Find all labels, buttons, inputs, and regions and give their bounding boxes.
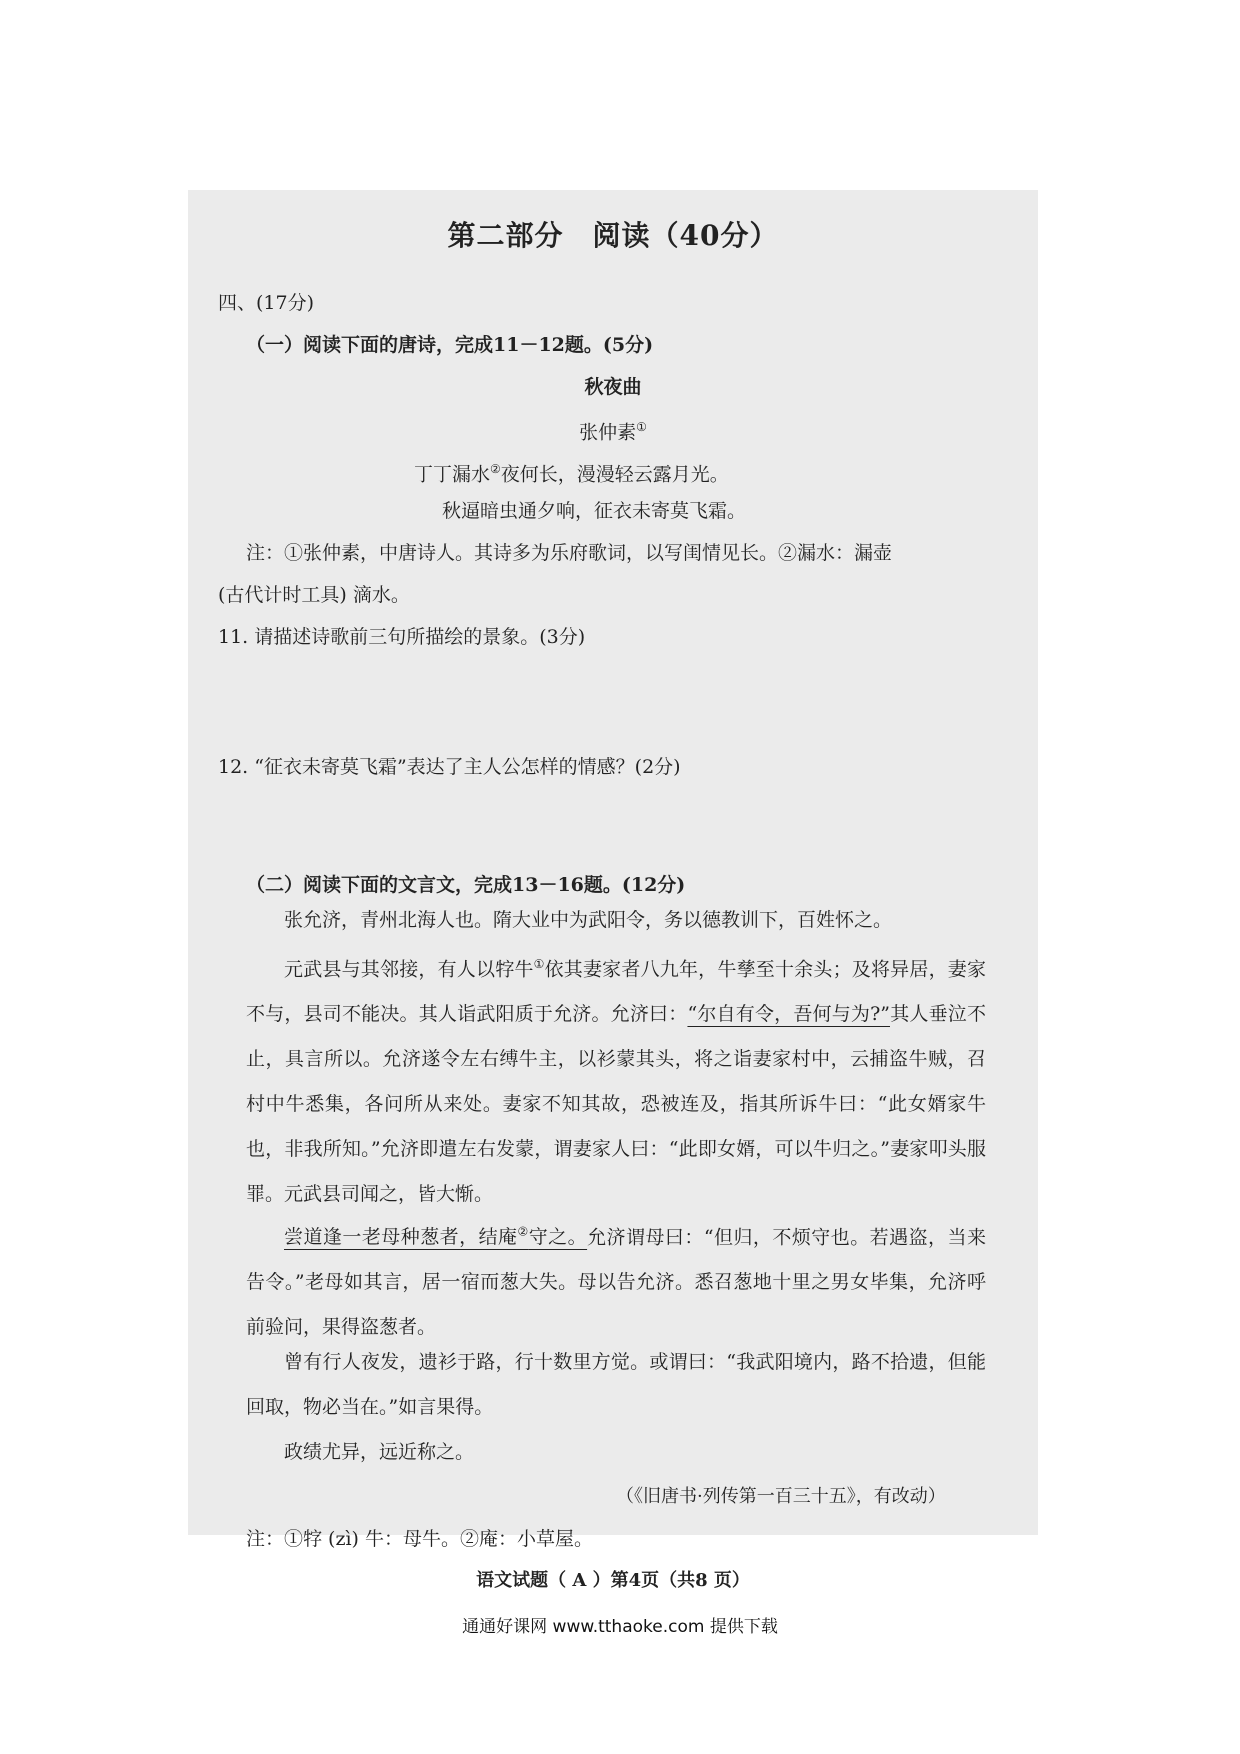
poem-line-2: 秋逼暗虫通夕响，征衣未寄莫飞霜。	[442, 500, 747, 522]
question-11: 11. 请描述诗歌前三句所描绘的景象。(3分)	[218, 626, 586, 648]
sub-section-one-heading: （一）阅读下面的唐诗，完成11－12题。(5分)	[246, 334, 654, 356]
page-number-footer: 语文试题（ A ）第4页（共8 页）	[476, 1570, 750, 1591]
source-citation: （《旧唐书·列传第一百三十五》，有改动）	[616, 1486, 946, 1507]
poem-note-line-1: 注：①张仲素，中唐诗人。其诗多为乐府歌词，以写闺情见长。②漏水：漏壶	[246, 542, 893, 564]
classical-text-paragraph-5: 政绩尤异，远近称之。	[284, 1441, 475, 1463]
final-note: 注：①牸 (zì) 牛：母牛。②庵：小草屋。	[246, 1528, 593, 1550]
section-four-heading: 四、(17分)	[218, 292, 315, 314]
classical-text-paragraph-1: 张允济，青州北海人也。隋大业中为武阳令，务以德教训下，百姓怀之。	[284, 909, 893, 931]
poem-author: 张仲素①	[579, 420, 647, 444]
sub-section-two-heading: （二）阅读下面的文言文，完成13－16题。(12分)	[246, 874, 686, 896]
classical-text-paragraph-4: 曾有行人夜发，遗衫于路，行十数里方觉。或谓曰：“我武阳境内，路不拾遗，但能回取，物必当在。”如言果得。	[246, 1351, 986, 1418]
poem-note-line-2: (古代计时工具) 滴水。	[218, 584, 410, 606]
poem-title: 秋夜曲	[584, 376, 642, 398]
question-12: 12. “征衣未寄莫飞霜”表达了主人公怎样的情感？(2分)	[218, 756, 681, 778]
site-download-footer: 通通好课网 www.tthaoke.com 提供下载	[462, 1617, 778, 1637]
underlined-sentence-2: 尝道逢一老母种葱者，结庵②守之。	[284, 1225, 588, 1249]
classical-text-paragraph-2: 元武县与其邻接，有人以牸牛①依其妻家者八九年，牛孳至十余头；及将异居，妻家不与，县司不能决。其人诣武阳质于允济。允济曰：“尔自有令，吾何与为?”其人垂泣不止，具言所以。允济遂令左右缚牛主，以衫蒙其头，将之诣妻家村中，云捕盗牛贼，召村中牛悉集，各问所从来处。妻家不知其故，恐被连及，指其所诉牛曰：“此女婿家牛也，非我所知。”允济即遣左右发蒙，谓妻家人曰：“此即女婿，可以牛归之。”妻家叩头服罪。元武县司闻之，皆大惭。	[246, 957, 986, 1206]
poem-line-1: 丁丁漏水②夜何长，漫漫轻云露月光。	[414, 462, 729, 486]
classical-text-paragraph-3: 尝道逢一老母种葱者，结庵②守之。允济谓母曰：“但归，不烦守也。若遇盗，当来告令。”老母如其言，居一宿而葱大失。母以告允济。悉召葱地十里之男女毕集，允济呼前验问，果得盗葱者。	[246, 1225, 986, 1339]
part-title: 第二部分 阅读（40分）	[447, 219, 779, 252]
exam-page-scan	[188, 190, 1038, 1591]
underlined-sentence-1: “尔自有令，吾何与为?”	[687, 1003, 890, 1026]
